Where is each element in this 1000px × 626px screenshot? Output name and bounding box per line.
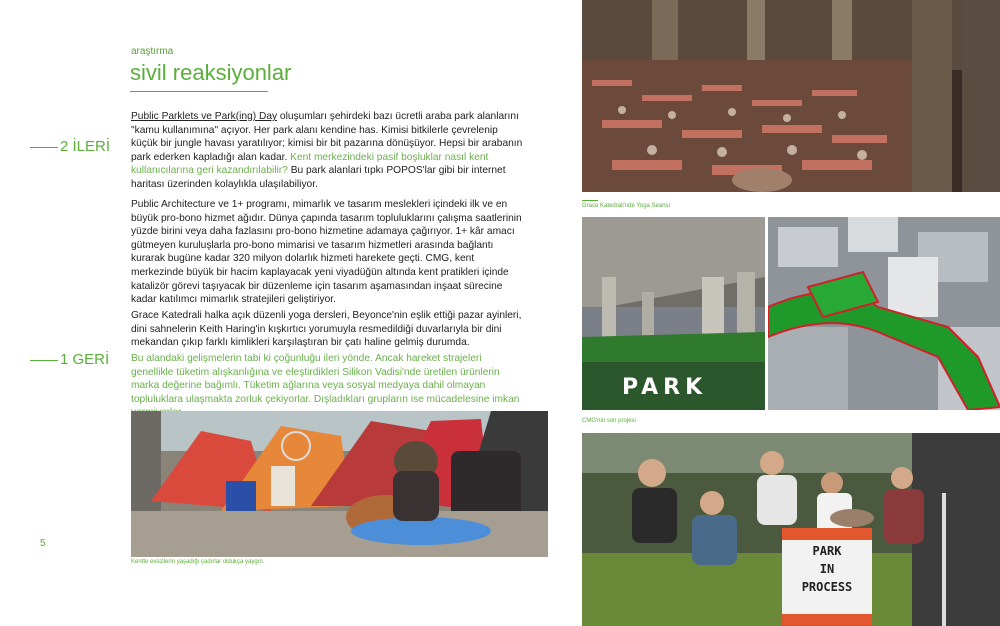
parklet-illustration [582, 433, 1000, 626]
right-page [570, 0, 1000, 626]
cmg-caption: CMG'nin son projesi [582, 418, 636, 424]
forward-marker: 2 İLERİ [60, 138, 111, 155]
viaduct-park-photo [582, 217, 765, 410]
paragraph-1-tail: Bu park alanlari tıpkı POPOS'lar gibi bir internet haritası üzerinden kolaylıkla ulaşılabiliyor. [131, 165, 506, 190]
tents-caption: Kentte evsizlerin yaşadığı çadırlar oldukça yaygın. [131, 559, 265, 565]
cathedral-yoga-illustration [582, 0, 1000, 192]
aerial-illustration [768, 217, 1000, 410]
sign-line-1: PARK [812, 544, 842, 558]
page-number: 5 [40, 538, 46, 549]
parklet-photo [582, 433, 1000, 626]
title-underline [130, 91, 268, 92]
tents-photo [131, 411, 548, 557]
section-label: araştırma [131, 46, 174, 57]
tents-illustration [131, 411, 548, 557]
sign-line-2: IN [819, 562, 835, 576]
back-marker: 1 GERİ [60, 351, 110, 368]
paragraph-2: Public Architecture ve 1+ programı, mimarlık ve tasarım meslekleri içindeki ilk ve en büyük pro-bono hizmet ağıdır. Dünya çapında tasarım topluluklarını çalışma saatlerinin yüzde birini veya daha fazlasını pro-bono hizmetine adamaya çağırıyor. 1+ kâr amacı gütmeyen kuruluşlarla pro-bono mimarisi ve tasarım hizmetleri arasında bağlantı kurarak bugüne kadar 320 milyon dolarlık hizmeti harekete geçti. CMG, kent merkezinde büyük bir hacim kaplayacak yeni viyadüğün altında kent pratikleri içinde katalizör görevi taşıyacak bir düzenleme için tasarım aşamasından inşaat sürecine kadar katılımcı mimarlık stratejileri geliştiriyor. [131, 199, 522, 306]
sign-line-3: PROCESS [801, 580, 853, 594]
back-marker-line [30, 360, 58, 361]
page-title: sivil reaksiyonlar [130, 60, 292, 85]
yoga-photo [582, 0, 1000, 192]
park-word: PARK [622, 375, 708, 400]
paragraph-1-text: oluşumları şehirdeki bazı ücretli araba park alanlarını "kamu kullanımına" açıyor. Her park alanı kendine has. Kimisi bitkilerle çevrelenip küçük bir jungle havası yaratılıyor; kimisi bir bit pazarına dönüşüyor. Hepsi bir arabanın park ederken kapladığı alan kadar. [131, 111, 523, 163]
forward-marker-line [30, 147, 58, 148]
paragraph-3: Grace Katedrali halka açık düzenli yoga dersleri, Beyonce'nin eşlik ettiği pazar ayinleri, dini sahnelerin Keith Haring'in kışkırtıcı yorumuyla resmedildiği duvarlarıyla bir dini mekandan çıkıp farklı kimlikleri karşılaştıran bir çatı haline gelmiş durumda. [131, 310, 522, 349]
aerial-site-photo [768, 217, 1000, 410]
yoga-caption: Grace Katedrali'nde Yoga Seansı [582, 203, 671, 209]
paragraph-4: Bu alandaki gelişmelerin tabi ki çoğunluğu ileri yönde. Ancak hareket strajeleri genellikle tüketim alışkanlığına ve eleştirdikleri Silikon Vadisi'nde üretilen ürünlerin marka değerine bağımlı. Tüketim ağlarına veya sosyal medyaya dahil olmayan topluluklara ulaşmakta zorluk çekiyorlar. Dışladıkları grupların ise mücadelesine imkan [131, 353, 520, 405]
park-in-process-sign [794, 542, 860, 596]
parklets-link[interactable]: Public Parklets ve Park(ing) Day [131, 111, 278, 122]
paragraph-1-question: Kent merkezindeki pasif boşluklar nasıl kent kullanıcılarına geri kazandırılabilir? [131, 151, 489, 177]
yoga-caption-line [582, 200, 598, 201]
paragraph-1 [131, 110, 523, 192]
